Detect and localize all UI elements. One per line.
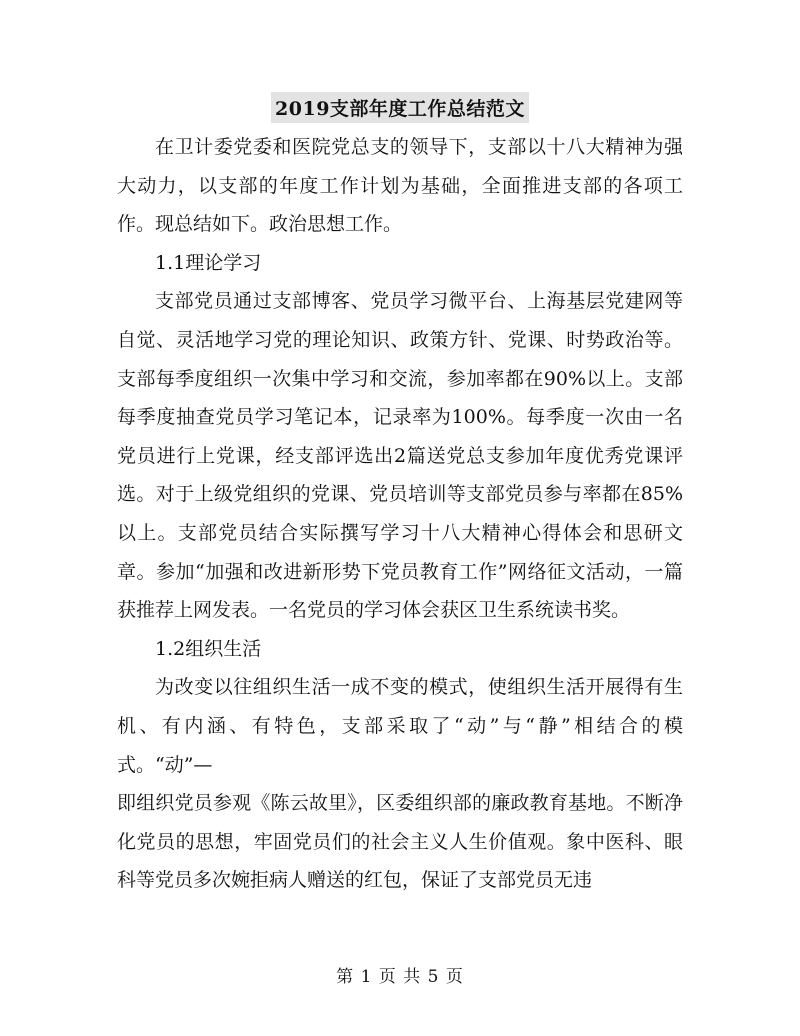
document-body	[117, 128, 683, 900]
section-heading-theory-study: 1.1理论学习	[155, 251, 262, 274]
paragraph-organization-life-continued: 即组织党员参观《陈云故里》，区委组织部的廉政教育基地。不断净化党员的思想，牢固党员们的社会主义人生价值观。象中医科、眼科等党员多次婉拒病人赠送的红包，保证了支部党员无违	[117, 792, 683, 892]
page-number-footer: 第 1 页 共 5 页	[336, 967, 464, 987]
document-title: 2019支部年度工作总结范文	[271, 92, 529, 123]
section-heading-organization-life: 1.2组织生活	[155, 637, 262, 660]
title-container	[0, 92, 800, 123]
paragraph-theory-study: 支部党员通过支部博客、党员学习微平台、上海基层党建网等自觉、灵活地学习党的理论知识、政策方针、党课、时势政治等。支部每季度组织一次集中学习和交流，参加率都在90%以上。支部每季度抽查党员学习笔记本，记录率为100%。每季度一次由一名党员进行上党课，经支部评选出2篇送党总支参加年度优秀党课评选。对于上级党组织的党课、党员培训等支部党员参与率都在85%以上。支部党员结合实际撰写学习十八大精神心得体会和思研文章。参加“加强和改进新形势下党员教育工作”网络征文活动，一篇获推荐上网发表。一名党员的学习体会获区卫生系统读书奖。	[117, 290, 683, 622]
paragraph-organization-life: 为改变以往组织生活一成不变的模式，使组织生活开展得有生机、有内涵、有特色，支部采取了“动”与“静”相结合的模式。“动”—	[117, 676, 683, 776]
paragraph-intro: 在卫计委党委和医院党总支的领导下，支部以十八大精神为强大动力，以支部的年度工作计划为基础，全面推进支部的各项工作。现总结如下。政治思想工作。	[117, 136, 683, 236]
